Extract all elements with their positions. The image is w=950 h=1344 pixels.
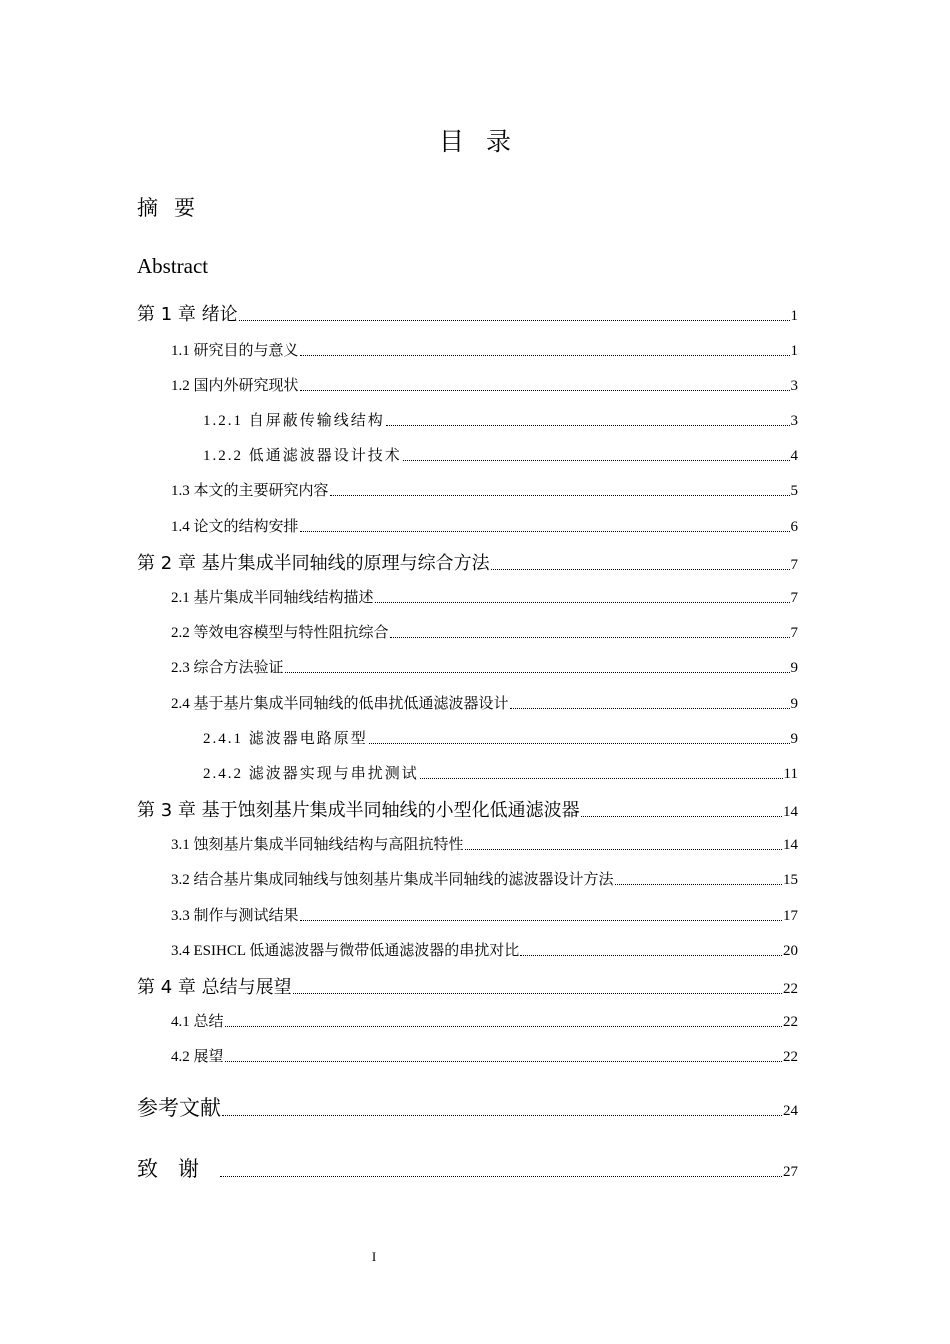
- toc-entry-2-2[interactable]: [171, 626, 798, 641]
- toc-entry-label: 2.4.1 滤波器电路原型: [203, 731, 368, 747]
- dot-leader: [300, 920, 782, 921]
- toc-entry-2-1[interactable]: [171, 591, 798, 606]
- toc-entry-page: 14: [783, 804, 798, 820]
- toc-entry-chapter-2[interactable]: [137, 555, 798, 573]
- toc-entry-label: 1.2 国内外研究现状: [171, 378, 299, 394]
- toc-entry-chapter-1[interactable]: [137, 306, 798, 324]
- toc-entry-page: 5: [790, 483, 798, 499]
- toc-entry-label: 1.3 本文的主要研究内容: [171, 483, 329, 499]
- toc-entry-label: 第 1 章 绪论: [137, 304, 238, 325]
- toc-entry-1-2-1[interactable]: [203, 414, 798, 429]
- toc-entry-page: 4: [790, 448, 798, 464]
- toc-entry-page: 27: [783, 1164, 798, 1180]
- toc-entry-page: 1: [790, 343, 798, 359]
- dot-leader: [330, 495, 790, 496]
- dot-leader: [220, 1176, 782, 1177]
- toc-entry-1-3[interactable]: [171, 484, 798, 499]
- abstract-zh-heading: 摘要: [137, 196, 211, 220]
- toc-entry-page: 11: [783, 766, 798, 782]
- toc-entry-page: 17: [783, 908, 798, 924]
- toc-entry-chapter-3[interactable]: [137, 802, 798, 820]
- toc-entry-page: 7: [790, 557, 798, 573]
- toc-entry-label: 第 4 章 总结与展望: [137, 977, 292, 998]
- toc-entry-page: 22: [783, 1049, 798, 1065]
- toc-entry-page: 22: [783, 981, 798, 997]
- toc-entry-label: 4.2 展望: [171, 1049, 224, 1065]
- toc-entry-page: 15: [783, 872, 798, 888]
- dot-leader: [369, 743, 790, 744]
- toc-entry-label: 1.1 研究目的与意义: [171, 343, 299, 359]
- dot-leader: [403, 460, 790, 461]
- dot-leader: [222, 1115, 782, 1116]
- dot-leader: [386, 425, 790, 426]
- dot-leader: [285, 672, 790, 673]
- toc-entry-1-2[interactable]: [171, 379, 798, 394]
- toc-entry-label: 2.1 基片集成半同轴线结构描述: [171, 590, 374, 606]
- toc-entry-label: 2.2 等效电容模型与特性阻抗综合: [171, 625, 389, 641]
- dot-leader: [239, 320, 790, 321]
- toc-entry-page: 9: [790, 696, 798, 712]
- toc-entry-1-2-2[interactable]: [203, 449, 798, 464]
- toc-entry-1-4[interactable]: [171, 520, 798, 535]
- toc-entry-label: 4.1 总结: [171, 1014, 224, 1030]
- toc-entry-label: 致谢: [137, 1157, 219, 1181]
- toc-entry-3-2[interactable]: [171, 873, 798, 888]
- dot-leader: [300, 531, 790, 532]
- page-title: 目录: [438, 127, 533, 156]
- toc-entry-1-1[interactable]: [171, 344, 798, 359]
- toc-entry-label: 3.1 蚀刻基片集成半同轴线结构与高阻抗特性: [171, 837, 464, 853]
- toc-entry-2-3[interactable]: [171, 661, 798, 676]
- abstract-en-heading: Abstract: [137, 254, 209, 278]
- toc-entry-label: 第 3 章 基于蚀刻基片集成半同轴线的小型化低通滤波器: [137, 800, 580, 821]
- toc-entry-label: 3.2 结合基片集成同轴线与蚀刻基片集成半同轴线的滤波器设计方法: [171, 872, 614, 888]
- dot-leader: [225, 1026, 782, 1027]
- dot-leader: [491, 569, 790, 570]
- toc-entry-2-4-2[interactable]: [203, 767, 798, 782]
- dot-leader: [390, 637, 790, 638]
- toc-entry-page: 14: [783, 837, 798, 853]
- toc-entry-page: 3: [790, 413, 798, 429]
- dot-leader: [520, 955, 782, 956]
- toc-entry-label: 第 2 章 基片集成半同轴线的原理与综合方法: [137, 553, 490, 574]
- toc-entry-acknowledgements[interactable]: [137, 1159, 798, 1180]
- toc-entry-chapter-4[interactable]: [137, 979, 798, 997]
- toc-entry-label: 2.4.2 滤波器实现与串扰测试: [203, 766, 419, 782]
- toc-entry-page: 24: [783, 1103, 798, 1119]
- toc-entry-page: 9: [790, 731, 798, 747]
- toc-entry-2-4-1[interactable]: [203, 732, 798, 747]
- toc-entry-page: 9: [790, 660, 798, 676]
- dot-leader: [375, 602, 790, 603]
- toc-entry-page: 1: [790, 308, 798, 324]
- toc-entry-page: 22: [783, 1014, 798, 1030]
- toc-entry-3-1[interactable]: [171, 838, 798, 853]
- dot-leader: [465, 849, 782, 850]
- toc-entry-3-3[interactable]: [171, 909, 798, 924]
- toc-entry-label: 3.3 制作与测试结果: [171, 908, 299, 924]
- dot-leader: [615, 884, 782, 885]
- toc-entry-label: 2.4 基于基片集成半同轴线的低串扰低通滤波器设计: [171, 696, 509, 712]
- toc-entry-label: 参考文献: [137, 1096, 221, 1120]
- dot-leader: [510, 708, 790, 709]
- toc-entry-2-4[interactable]: [171, 697, 798, 712]
- toc-entry-3-4[interactable]: [171, 944, 798, 959]
- dot-leader: [225, 1061, 782, 1062]
- toc-entry-label: 1.2.1 自屏蔽传输线结构: [203, 413, 385, 429]
- page-number: I: [371, 1249, 377, 1264]
- toc-entry-4-1[interactable]: [171, 1015, 798, 1030]
- toc-entry-4-2[interactable]: [171, 1050, 798, 1065]
- dot-leader: [293, 993, 782, 994]
- toc-entry-references[interactable]: [137, 1098, 798, 1119]
- toc-entry-label: 2.3 综合方法验证: [171, 660, 284, 676]
- toc-entry-label: 1.2.2 低通滤波器设计技术: [203, 448, 402, 464]
- dot-leader: [420, 778, 783, 779]
- toc-entry-page: 6: [790, 519, 798, 535]
- toc-entry-label: 1.4 论文的结构安排: [171, 519, 299, 535]
- toc-entry-page: 3: [790, 378, 798, 394]
- toc-entry-label: 3.4 ESIHCL 低通滤波器与微带低通滤波器的串扰对比: [171, 943, 520, 959]
- dot-leader: [581, 816, 782, 817]
- dot-leader: [300, 355, 790, 356]
- toc-entry-page: 7: [790, 625, 798, 641]
- toc-entry-page: 7: [790, 590, 798, 606]
- dot-leader: [300, 390, 790, 391]
- toc-entry-page: 20: [783, 943, 798, 959]
